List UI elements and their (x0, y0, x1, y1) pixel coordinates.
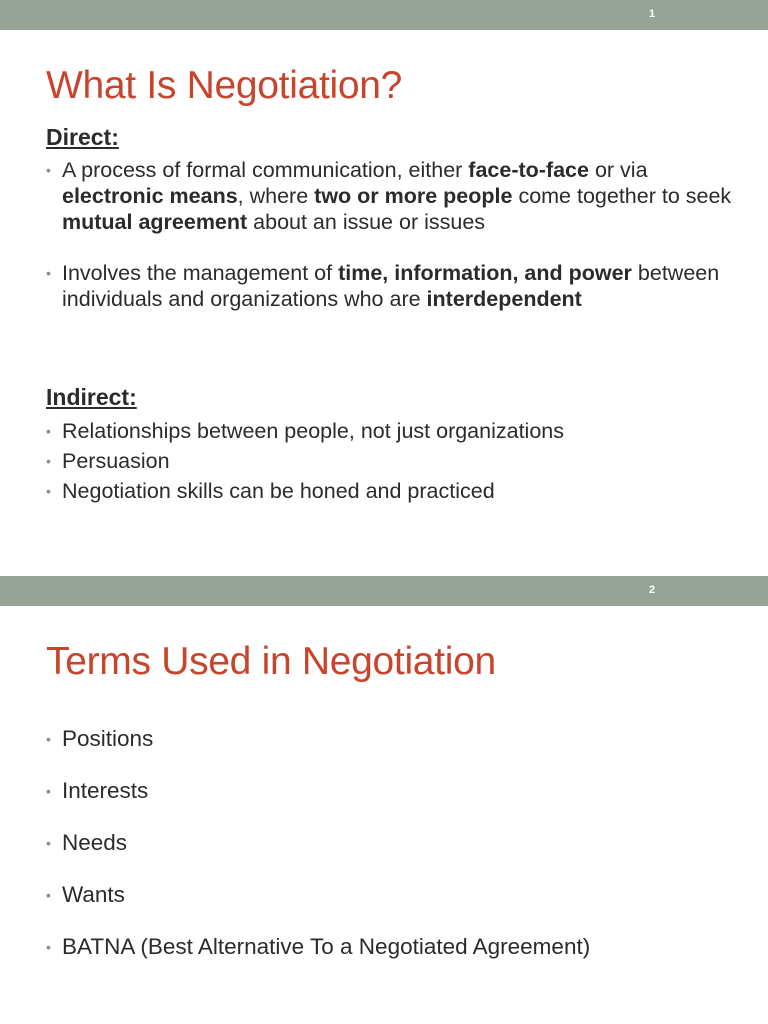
bullet-icon: • (46, 162, 51, 178)
bullet-icon: • (46, 783, 51, 799)
direct-bullet-list (46, 157, 736, 312)
direct-heading: Direct: (46, 124, 119, 150)
list-item: • A process of formal communication, either face-to-face or via electronic means, where two or more people come together to seek mutual agreement about an issue or issues (46, 158, 732, 234)
bullet-icon: • (46, 835, 51, 851)
bullet-icon: • (46, 483, 51, 499)
list-item: • BATNA (Best Alternative To a Negotiated Agreement) (46, 934, 591, 959)
slide-header-bar (0, 0, 768, 30)
slide-number: 2 (648, 584, 656, 596)
list-item: • Relationships between people, not just organizations (46, 419, 564, 443)
slide-title: What Is Negotiation? (46, 64, 403, 107)
list-item: • Persuasion (46, 449, 170, 473)
list-item: • Involves the management of time, information, and power between individuals and organizations who are interdependent (46, 261, 720, 311)
bullet-icon: • (46, 453, 51, 469)
bullet-icon: • (46, 939, 51, 955)
slide-number: 1 (648, 8, 656, 20)
slide-2 (0, 576, 768, 1024)
list-item: • Positions (46, 726, 154, 751)
bullet-icon: • (46, 265, 51, 281)
slide-header-bar (0, 576, 768, 606)
bullet-icon: • (46, 423, 51, 439)
indirect-heading: Indirect: (46, 384, 137, 410)
list-item: • Negotiation skills can be honed and practiced (46, 479, 495, 503)
slide-title: Terms Used in Negotiation (46, 640, 496, 683)
bullet-icon: • (46, 731, 51, 747)
indirect-bullet-list (46, 418, 736, 504)
list-item: • Wants (46, 882, 125, 907)
terms-bullet-list (46, 725, 736, 961)
list-item: • Interests (46, 778, 149, 803)
bullet-icon: • (46, 887, 51, 903)
list-item: • Needs (46, 830, 128, 855)
